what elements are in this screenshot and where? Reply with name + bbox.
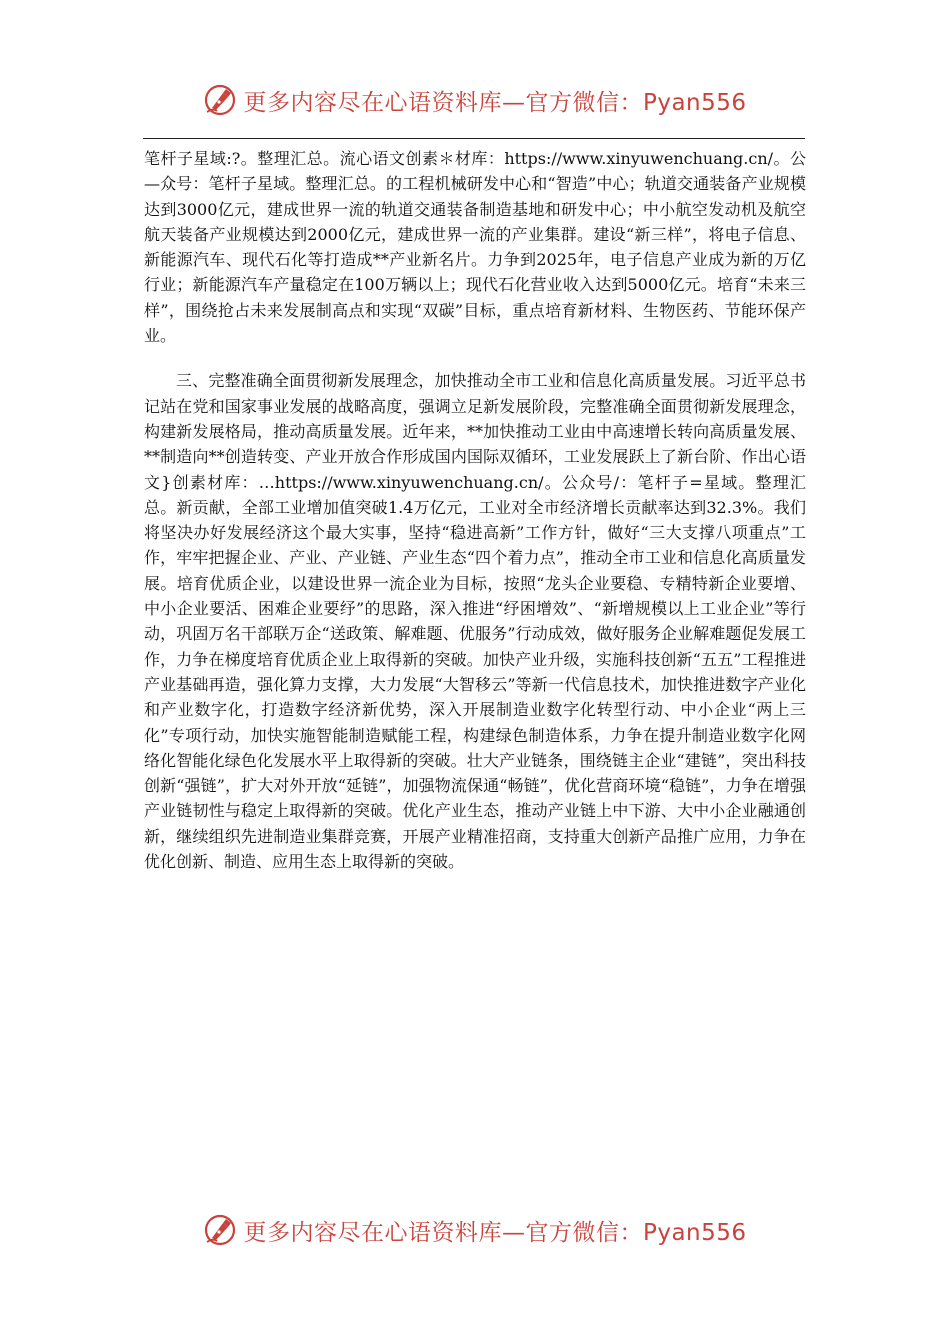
header-banner bbox=[0, 78, 950, 122]
footer-banner-text: 更多内容尽在心语资料库—官方微信：Pyan556 bbox=[243, 1219, 747, 1246]
paragraph-1: 笔杆子星域:?。整理汇总。流心语文创素＊材库：https://www.xinyuwenchuang.cn/。公—众号：笔杆子星域。整理汇总。的工程机械研发中心和“智造”中心；轨道交通装备产业规模达到3000亿元，建成世界一流的轨道交通装备制造基地和研发中心；中小航空发动机及航空航天装备产业规模达到2000亿元，建成世界一流的产业集群。建设“新三样”，将电子信息、新能源汽车、现代石化等打造成**产业新名片。力争到2025年，电子信息产业成为新的万亿行业；新能源汽车产量稳定在100万辆以上；现代石化营业收入达到5000亿元。培育“未来三样”，围绕抢占未来发展制高点和实现“双碳”目标，重点培育新材料、生物医药、节能环保产业。 bbox=[144, 149, 806, 346]
header-divider bbox=[143, 138, 805, 139]
pen-nib-logo-icon bbox=[203, 83, 237, 117]
header-banner-text: 更多内容尽在心语资料库—官方微信：Pyan556 bbox=[243, 89, 747, 116]
footer-banner bbox=[0, 1208, 950, 1252]
paragraph-2: 三、完整准确全面贯彻新发展理念，加快推动全市工业和信息化高质量发展。习近平总书记站在党和国家事业发展的战略高度，强调立足新发展阶段，完整准确全面贯彻新发展理念，构建新发展格局，推动高质量发展。近年来，**加快推动工业由中高速增长转向高质量发展、**制造向**创造转变、产业开放合作形成国内国际双循环，工业发展跃上了新台阶、作出心语文}创素材库：…https://www.xinyuwenchuang.cn/。公众号/：笔杆子=星域。整理汇总。新贡献，全部工业增加值突破1.4万亿元，工业对全市经济增长贡献率达到32.3%。我们将坚决办好发展经济这个最大实事，坚持“稳进高新”工作方针，做好“三大支撑八项重点”工作，牢牢把握企业、产业、产业链、产业生态“四个着力点”，推动全市工业和信息化高质量发展。培育优质企业，以建设世界一流企业为目标，按照“龙头企业要稳、专精特新企业要增、中小企业要活、困难企业要纾”的思路，深入推进“纾困增效”、“新增规模以上工业企业”等行动，巩固万名干部联万企“送政策、解难题、优服务”行动成效，做好服务企业解难题促发展工作，力争在梯度培育优质企业上取得新的突破。加快产业升级，实施科技创新“五五”工程推进产业基础再造，强化算力支撑，大力发展“大智移云”等新一代信息技术，加快推进数字产业化和产业数字化，打造数字经济新优势，深入开展制造业数字化转型行动、中小企业“两上三化”专项行动，加快实施智能制造赋能工程，构建绿色制造体系，力争在提升制造业数字化网络化智能化绿色化发展水平上取得新的突破。壮大产业链条，围绕链主企业“建链”，突出科技创新“强链”，扩大对外开放“延链”，加强物流保通“畅链”，优化营商环境“稳链”，力争在增强产业链韧性与稳定上取得新的突破。优化产业生态，推动产业链上中下游、大中小企业融通创新，继续组织先进制造业集群竞赛，开展产业精准招商，支持重大创新产品推广应用，力争在优化创新、制造、应用生态上取得新的突破。 bbox=[144, 371, 806, 872]
pen-nib-logo-icon bbox=[203, 1213, 237, 1247]
document-body bbox=[144, 146, 806, 874]
